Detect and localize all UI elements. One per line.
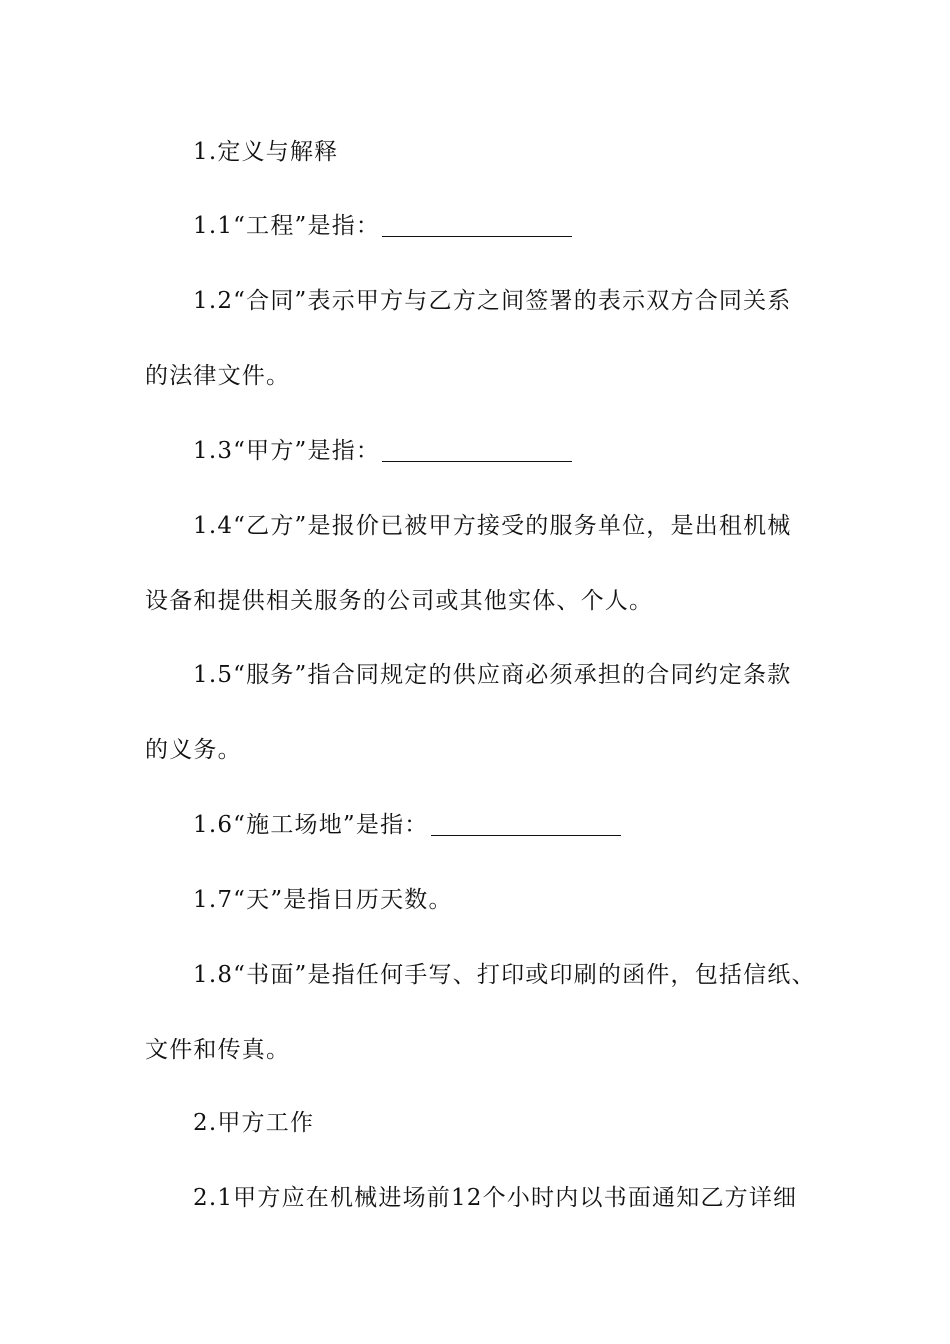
clause-1-2-line-2 <box>145 361 290 391</box>
heading-text: 1.定义与解释 <box>193 139 339 165</box>
clause-1-2-line-1 <box>193 286 792 316</box>
clause-text: 1.4“乙方”是报价已被甲方接受的服务单位，是出租机械 <box>193 513 792 539</box>
clause-1-1 <box>193 211 572 241</box>
fill-in-blank-line <box>382 441 572 462</box>
heading-text: 2.甲方工作 <box>193 1110 315 1136</box>
clause-text: 1.6“施工场地”是指： <box>193 812 429 838</box>
clause-text: 1.3“甲方”是指： <box>193 438 381 464</box>
clause-1-4-line-2 <box>145 586 653 616</box>
clause-text: 文件和传真。 <box>145 1037 291 1063</box>
clause-2-1-line-1 <box>193 1183 797 1213</box>
clause-text: 1.2“合同”表示甲方与乙方之间签署的表示双方合同关系 <box>193 288 792 314</box>
clause-text: 的义务。 <box>145 737 242 763</box>
fill-in-blank-line <box>431 815 621 836</box>
section-heading-party-a-work <box>193 1108 314 1138</box>
section-heading-definitions <box>193 137 338 167</box>
clause-text: 1.1“工程”是指： <box>193 213 381 239</box>
clause-text: 的法律文件。 <box>145 363 291 389</box>
clause-text: 1.7“天”是指日历天数。 <box>193 887 453 913</box>
fill-in-blank-line <box>382 216 572 237</box>
clause-text: 1.8“书面”是指任何手写、打印或印刷的函件，包括信纸、 <box>193 962 816 988</box>
clause-text: 1.5“服务”指合同规定的供应商必须承担的合同约定条款 <box>193 662 792 688</box>
clause-1-5-line-2 <box>145 735 242 765</box>
clause-text: 2.1甲方应在机械进场前12个小时内以书面通知乙方详细 <box>193 1185 798 1211</box>
clause-1-5-line-1 <box>193 660 792 690</box>
clause-1-8-line-2 <box>145 1035 290 1065</box>
clause-1-8-line-1 <box>193 960 816 990</box>
clause-text: 设备和提供相关服务的公司或其他实体、个人。 <box>145 588 654 614</box>
clause-1-7 <box>193 885 453 915</box>
clause-1-3 <box>193 436 572 466</box>
clause-1-4-line-1 <box>193 511 792 541</box>
clause-1-6 <box>193 810 621 840</box>
